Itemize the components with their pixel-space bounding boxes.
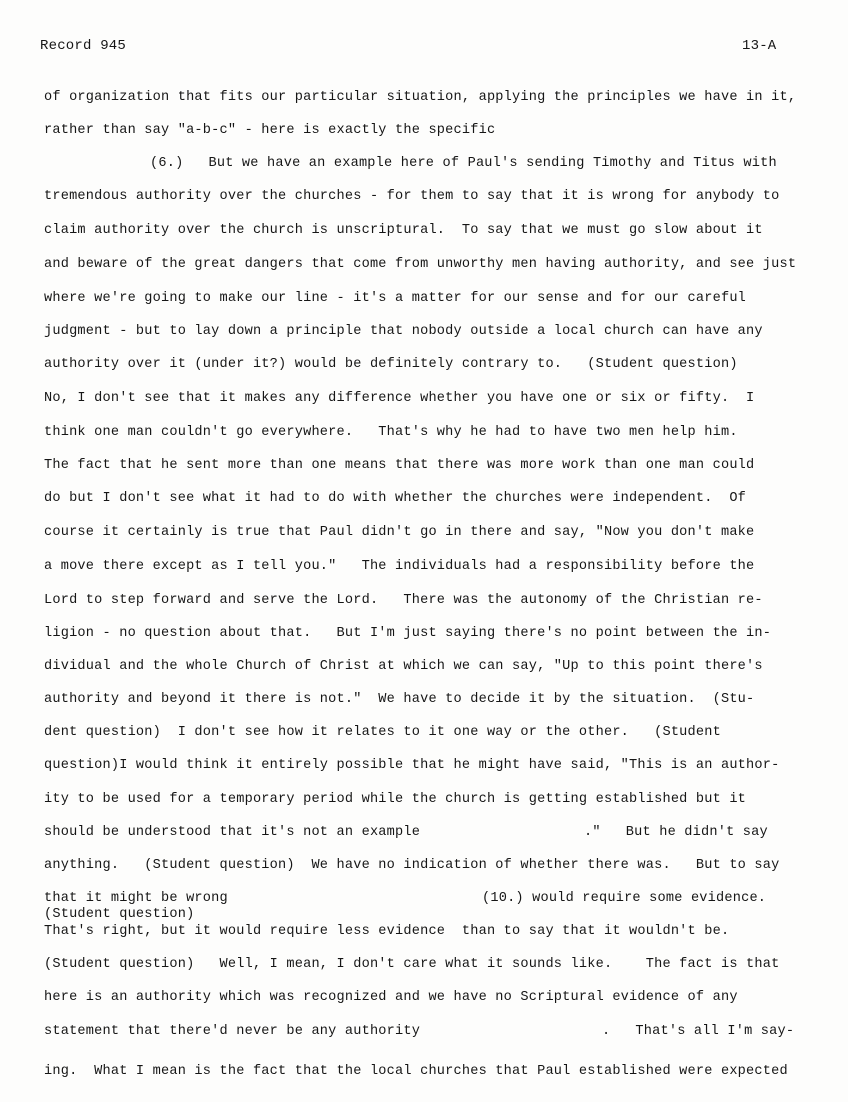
text-line: course it certainly is true that Paul didn't go in there and say, "Now you don't make: [44, 525, 755, 540]
text-line: statement that there'd never be any authority: [44, 1024, 421, 1039]
text-line: The fact that he sent more than one means that there was more work than one man could: [44, 458, 755, 473]
text-line: dividual and the whole Church of Christ at which we can say, "Up to this point there's: [44, 659, 763, 674]
text-line: that it might be wrong: [44, 891, 228, 906]
text-line: Lord to step forward and serve the Lord. There was the autonomy of the Christian re-: [44, 593, 763, 608]
text-line: ity to be used for a temporary period while the church is getting established but it: [44, 792, 747, 807]
text-line: question)I would think it entirely possible that he might have said, "This is an author-: [44, 758, 780, 773]
paragraph-marker-line: (6.) But we have an example here of Paul's sending Timothy and Titus with: [150, 156, 777, 171]
text-line: dent question) I don't see how it relates to it one way or the other. (Student: [44, 725, 721, 740]
text-line: No, I don't see that it makes any difference whether you have one or six or fifty. I: [44, 391, 755, 406]
text-line: think one man couldn't go everywhere. That's why he had to have two men help him.: [44, 425, 738, 440]
text-line: where we're going to make our line - it's a matter for our sense and for our careful: [44, 291, 747, 306]
text-line: authority and beyond it there is not." We have to decide it by the situation. (Stu-: [44, 692, 755, 707]
text-line: authority over it (under it?) would be definitely contrary to. (Student question): [44, 357, 738, 372]
text-line: claim authority over the church is unscriptural. To say that we must go slow about it: [44, 223, 763, 238]
text-line: a move there except as I tell you." The individuals had a responsibility before the: [44, 559, 755, 574]
text-line: (Student question) Well, I mean, I don't care what it sounds like. The fact is that: [44, 957, 780, 972]
text-line: ligion - no question about that. But I'm just saying there's no point between the in-: [44, 626, 772, 641]
page-number: 13-A: [742, 38, 777, 54]
text-line: and beware of the great dangers that come from unworthy men having authority, and see just: [44, 257, 797, 272]
text-line: That's right, but it would require less evidence than to say that it wouldn't be.: [44, 924, 730, 939]
text-line: should be understood that it's not an example: [44, 825, 421, 840]
text-line: rather than say "a-b-c" - here is exactly the specific: [44, 123, 496, 138]
text-line: anything. (Student question) We have no indication of whether there was. But to say: [44, 858, 780, 873]
text-line: do but I don't see what it had to do with whether the churches were independent. Of: [44, 491, 747, 506]
text-line: (Student question): [44, 907, 195, 922]
text-line: tremendous authority over the churches - for them to say that it is wrong for anybody to: [44, 189, 780, 204]
text-line: here is an authority which was recognized and we have no Scriptural evidence of any: [44, 990, 738, 1005]
text-line: ing. What I mean is the fact that the local churches that Paul established were expected: [44, 1064, 788, 1079]
text-line-continuation: . That's all I'm say-: [602, 1024, 795, 1039]
paragraph-marker-line: (10.) would require some evidence.: [482, 891, 767, 906]
text-line-continuation: ." But he didn't say: [584, 825, 768, 840]
record-number: Record 945: [40, 38, 127, 54]
text-line: of organization that fits our particular situation, applying the principles we have in it,: [44, 90, 797, 105]
text-line: judgment - but to lay down a principle that nobody outside a local church can have any: [44, 324, 763, 339]
